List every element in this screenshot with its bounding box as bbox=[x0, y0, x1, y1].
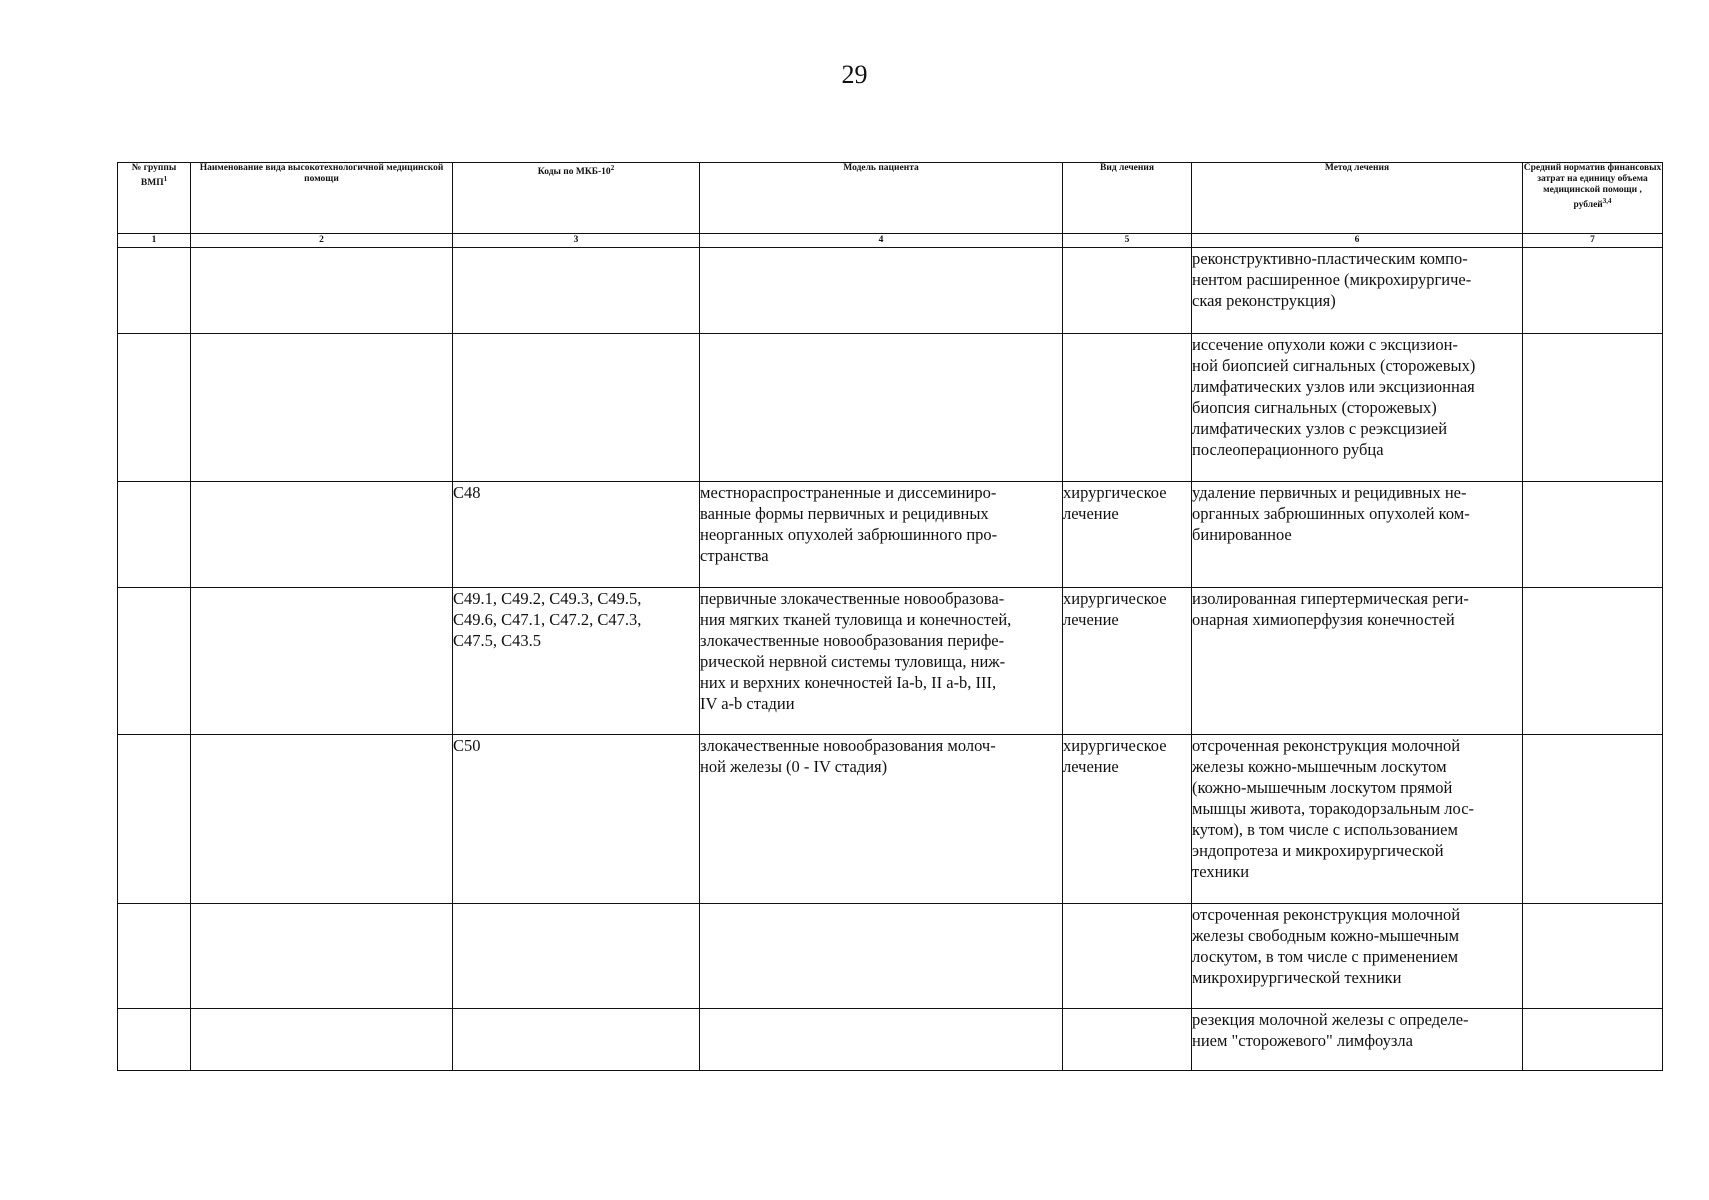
cost-cell bbox=[1523, 588, 1663, 735]
icd-codes-cell bbox=[453, 334, 700, 482]
patient-model-cell: местнораспространенные и диссеминиро- ванные формы первичных и рецидивных неорганных опухолей забрюшинного про- странства bbox=[700, 482, 1063, 588]
care-name-cell bbox=[191, 588, 453, 735]
treatment-method-cell: отсроченная реконструкция молочной железы кожно-мышечным лоскутом (кожно-мышечным лоскутом прямой мышцы живота, торакодорзальным лос- кутом), в том числе с использованием эндопротеза и микрохирургической техники bbox=[1192, 735, 1523, 904]
treatment-type-cell bbox=[1063, 248, 1192, 334]
patient-model-cell bbox=[700, 334, 1063, 482]
treatment-method-cell: отсроченная реконструкция молочной железы свободным кожно-мышечным лоскутом, в том числе с применением микрохирургической техники bbox=[1192, 904, 1523, 1009]
care-name-cell bbox=[191, 482, 453, 588]
cost-cell bbox=[1523, 735, 1663, 904]
patient-model-cell bbox=[700, 1009, 1063, 1071]
table-row bbox=[118, 735, 1663, 904]
treatment-type-cell bbox=[1063, 334, 1192, 482]
cost-cell bbox=[1523, 904, 1663, 1009]
care-name-cell bbox=[191, 735, 453, 904]
treatment-method-cell: иссечение опухоли кожи с эксцизион- ной биопсией сигнальных (сторожевых) лимфатических узлов или эксцизионная биопсия сигнальных (сторожевых) лимфатических узлов с реэксцизией послеоперационного рубца bbox=[1192, 334, 1523, 482]
page-number: 29 bbox=[841, 60, 868, 89]
group-cell bbox=[118, 482, 191, 588]
care-name-cell bbox=[191, 1009, 453, 1071]
table-row bbox=[118, 1009, 1663, 1071]
treatment-type-cell: хирургическое лечение bbox=[1063, 588, 1192, 735]
patient-model-cell bbox=[700, 904, 1063, 1009]
icd-codes-cell bbox=[453, 248, 700, 334]
cost-cell bbox=[1523, 248, 1663, 334]
header-treatment-type: Вид лечения bbox=[1063, 163, 1192, 234]
header-row bbox=[118, 163, 1663, 234]
column-number: 5 bbox=[1063, 234, 1192, 248]
treatment-type-cell bbox=[1063, 904, 1192, 1009]
icd-codes-cell: C48 bbox=[453, 482, 700, 588]
icd-codes-cell: C50 bbox=[453, 735, 700, 904]
table-row bbox=[118, 482, 1663, 588]
cost-cell bbox=[1523, 482, 1663, 588]
header-patient-model: Модель пациента bbox=[700, 163, 1063, 234]
treatment-method-cell: резекция молочной железы с определе- нием "сторожевого" лимфоузла bbox=[1192, 1009, 1523, 1071]
vmp-table bbox=[117, 162, 1663, 1071]
table-row bbox=[118, 588, 1663, 735]
treatment-method-cell: удаление первичных и рецидивных не- органных забрюшинных опухолей ком- бинированное bbox=[1192, 482, 1523, 588]
treatment-type-cell: хирургическое лечение bbox=[1063, 735, 1192, 904]
group-cell bbox=[118, 904, 191, 1009]
patient-model-cell bbox=[700, 248, 1063, 334]
column-number-row bbox=[118, 234, 1663, 248]
group-cell bbox=[118, 248, 191, 334]
header-average-cost: Средний норматив финансовых затрат на единицу объема медицинской помощи , рублей$^{3,4}$ bbox=[1523, 163, 1663, 234]
header-treatment-method: Метод лечения bbox=[1192, 163, 1523, 234]
table-row bbox=[118, 248, 1663, 334]
care-name-cell bbox=[191, 334, 453, 482]
patient-model-cell: злокачественные новообразования молоч- ной железы (0 - IV стадия) bbox=[700, 735, 1063, 904]
group-cell bbox=[118, 1009, 191, 1071]
column-number: 7 bbox=[1523, 234, 1663, 248]
cost-cell bbox=[1523, 1009, 1663, 1071]
header-group-number: № группы ВМП$^1$ bbox=[118, 163, 191, 234]
icd-codes-cell bbox=[453, 1009, 700, 1071]
column-number: 3 bbox=[453, 234, 700, 248]
care-name-cell bbox=[191, 904, 453, 1009]
group-cell bbox=[118, 735, 191, 904]
column-number: 4 bbox=[700, 234, 1063, 248]
group-cell bbox=[118, 588, 191, 735]
column-number: 1 bbox=[118, 234, 191, 248]
treatment-method-cell: реконструктивно-пластическим компо- нентом расширенное (микрохирургиче- ская реконструкция) bbox=[1192, 248, 1523, 334]
table-row bbox=[118, 904, 1663, 1009]
column-number: 6 bbox=[1192, 234, 1523, 248]
treatment-type-cell bbox=[1063, 1009, 1192, 1071]
patient-model-cell: первичные злокачественные новообразова- ния мягких тканей туловища и конечностей, злокачественные новообразования перифе- рической нервной системы туловища, ниж- них и верхних конечностей Ia-b, II a-b, III, IV a-b стадии bbox=[700, 588, 1063, 735]
icd-codes-cell: C49.1, C49.2, C49.3, C49.5, C49.6, C47.1, C47.2, C47.3, C47.5, C43.5 bbox=[453, 588, 700, 735]
treatment-method-cell: изолированная гипертермическая реги- онарная химиоперфузия конечностей bbox=[1192, 588, 1523, 735]
cost-cell bbox=[1523, 334, 1663, 482]
group-cell bbox=[118, 334, 191, 482]
table-row bbox=[118, 334, 1663, 482]
header-care-type-name: Наименование вида высокотехнологичной медицинской помощи bbox=[191, 163, 453, 234]
header-icd-codes: Коды по МКБ-$10^2$ bbox=[453, 163, 700, 234]
care-name-cell bbox=[191, 248, 453, 334]
treatment-type-cell: хирургическое лечение bbox=[1063, 482, 1192, 588]
column-number: 2 bbox=[191, 234, 453, 248]
icd-codes-cell bbox=[453, 904, 700, 1009]
